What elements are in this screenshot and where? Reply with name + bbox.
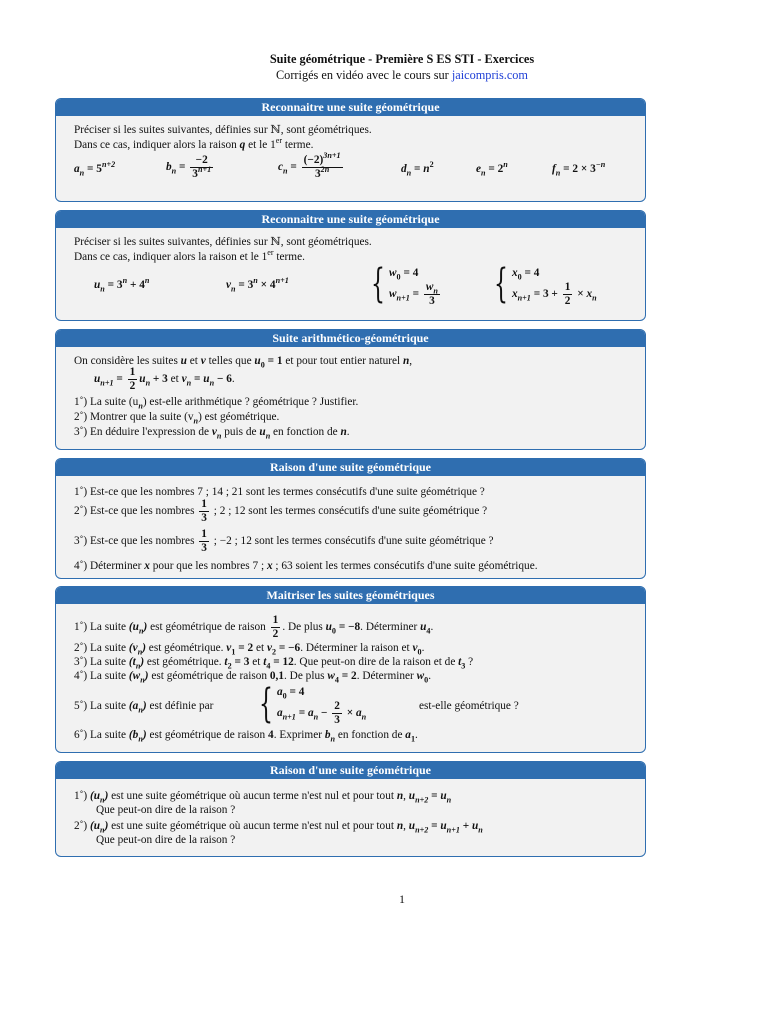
formula-v-n: $v_n = 3^n \times 4^{n+1}$ bbox=[226, 276, 289, 294]
exercise-3-intro: On considère les suites u et v telles que $u_0 = 1$ et pour tout entier naturel n, bbox=[74, 355, 413, 370]
exercise-4-question-3: 3˚) Est-ce que les nombres $\frac{1}{3}$ ; −2 ; 12 sont les termes consécutifs d'une suite géométrique ? bbox=[74, 528, 494, 554]
exercise-3-question-1: 1˚) La suite $(u_n)$ est-elle arithmétique ? géométrique ? Justifier. bbox=[74, 396, 359, 411]
exercise-3-title: Suite arithmético-géométrique bbox=[56, 330, 645, 347]
exercise-5-question-3: 3˚) La suite $(t_n)$ est géométrique. $t_2 = 3$ et $t_4 = 12$. Que peut-on dire de la raison et de $t_3$ ? bbox=[74, 656, 474, 671]
exercise-3-recurrence: $u_{n+1}$ = $\frac{1}{2}$ $u_n + 3$ et $v_n = u_n - 6$. bbox=[94, 366, 235, 392]
subtitle-text: Corrigés en vidéo avec le cours sur bbox=[275, 67, 452, 82]
exercise-4-question-1: 1˚) Est-ce que les nombres 7 ; 14 ; 21 sont les termes consécutifs d'une suite géométrique ? bbox=[74, 486, 485, 498]
exercise-4-title: Raison d'une suite géométrique bbox=[56, 459, 645, 476]
exercise-6-question-2: 2˚) $(u_n)$ est une suite géométrique où aucun terme n'est nul et pour tout n, $u_{n+2} = u_{n+1} + u_n$ bbox=[74, 820, 483, 835]
exercise-5-question-5: 5˚) La suite $(a_n)$ est définie par bbox=[74, 700, 214, 715]
document-title: Suite géométrique - Première S ES STI - Exercices bbox=[269, 52, 535, 66]
system-x-brace: { bbox=[494, 261, 508, 307]
exercise-1-box bbox=[55, 98, 646, 202]
exercise-1-instruction: Préciser si les suites suivantes, définies sur ℕ, sont géométriques. bbox=[74, 124, 372, 136]
exercise-5-question-4: 4˚) La suite $(w_n)$ est géométrique de raison 0,1. De plus $w_4 = 2$. Déterminer $w_0$. bbox=[74, 670, 432, 685]
exercise-5-question-6: 6˚) La suite $(b_n)$ est géométrique de raison 4. Exprimer $b_n$ en fonction de $a_1$. bbox=[74, 729, 418, 744]
exercise-5-box bbox=[55, 586, 646, 753]
formula-b-n: $b_n$ = $\frac{-2}{3^{n+1}}$ bbox=[166, 154, 212, 180]
exercise-6-box bbox=[55, 761, 646, 857]
exercise-3-question-2: 2˚) Montrer que la suite $(v_n)$ est géométrique. bbox=[74, 411, 280, 426]
system-w: $w_0 = 4$ $w_{n+1}$ = $\frac{w_n}{3}$ bbox=[389, 267, 438, 307]
document-subtitle bbox=[0, 68, 768, 84]
exercise-6-question-2-sub: Que peut-on dire de la raison ? bbox=[96, 834, 236, 846]
exercise-1-instruction-2: Dans ce cas, indiquer alors la raison q et le 1er terme. bbox=[74, 136, 314, 151]
exercise-2-box bbox=[55, 210, 646, 321]
exercise-6-title: Raison d'une suite géométrique bbox=[56, 762, 645, 779]
system-a: $a_0 = 4$ $a_{n+1} = a_n$ − $\frac{2}{3}$ × $a_n$ bbox=[277, 686, 367, 726]
exercise-6-question-1: 1˚) $(u_n)$ est une suite géométrique où aucun terme n'est nul et pour tout n, $u_{n+2} = u_n$ bbox=[74, 790, 452, 805]
formula-a-n: $a_n = 5^{n+2}$ bbox=[74, 160, 116, 178]
page-number: 1 bbox=[399, 892, 405, 906]
exercise-5-question-2: 2˚) La suite $(v_n)$ est géométrique. $v_1 = 2$ et $v_2 = -6$. Déterminer la raison et $v_0$. bbox=[74, 642, 425, 657]
exercise-5-question-5-tail: est-elle géométrique ? bbox=[419, 700, 519, 712]
exercise-2-title: Reconnaitre une suite géométrique bbox=[56, 211, 645, 228]
document-header bbox=[0, 52, 768, 84]
exercise-4-question-4: 4˚) Déterminer x pour que les nombres 7 ; x ; 63 soient les termes consécutifs d'une suite géométrique. bbox=[74, 560, 538, 572]
formula-c-n: $c_n$ = $\frac{(-2)^{3n+1}}{3^{2n}}$ bbox=[278, 151, 341, 180]
exercise-3-box bbox=[55, 329, 646, 450]
system-w-brace: { bbox=[371, 261, 385, 307]
exercise-4-question-2: 2˚) Est-ce que les nombres $\frac{1}{3}$ ; 2 ; 12 sont les termes consécutifs d'une suite géométrique ? bbox=[74, 498, 488, 524]
exercise-3-question-3: 3˚) En déduire l'expression de $v_n$ puis de $u_n$ en fonction de n. bbox=[74, 426, 350, 441]
exercise-6-question-1-sub: Que peut-on dire de la raison ? bbox=[96, 804, 236, 816]
formula-e-n: $e_n = 2^n$ bbox=[476, 160, 508, 178]
exercise-2-instruction-2: Dans ce cas, indiquer alors la raison et le 1er terme. bbox=[74, 248, 305, 263]
exercise-2-instruction: Préciser si les suites suivantes, définies sur ℕ, sont géométriques. bbox=[74, 236, 372, 248]
formula-u-n: $u_n = 3^n + 4^n$ bbox=[94, 276, 150, 294]
exercise-5-title: Maitriser les suites géométriques bbox=[56, 587, 645, 604]
site-link[interactable]: jaicompris.com bbox=[451, 67, 528, 82]
system-x: $x_0 = 4$ $x_{n+1} = 3$ + $\frac{1}{2}$ × $x_n$ bbox=[512, 267, 597, 307]
system-a-brace: { bbox=[259, 681, 273, 727]
exercise-1-title: Reconnaitre une suite géométrique bbox=[56, 99, 645, 116]
formula-f-n: $f_n = 2 \times 3^{-n}$ bbox=[552, 160, 606, 178]
formula-d-n: $d_n = n^2$ bbox=[401, 160, 434, 178]
exercise-4-box bbox=[55, 458, 646, 579]
exercise-5-question-1: 1˚) La suite $(u_n)$ est géométrique de raison $\frac{1}{2}$ . De plus $u_0 = -8$. Déterminer $u_4$. bbox=[74, 614, 434, 640]
